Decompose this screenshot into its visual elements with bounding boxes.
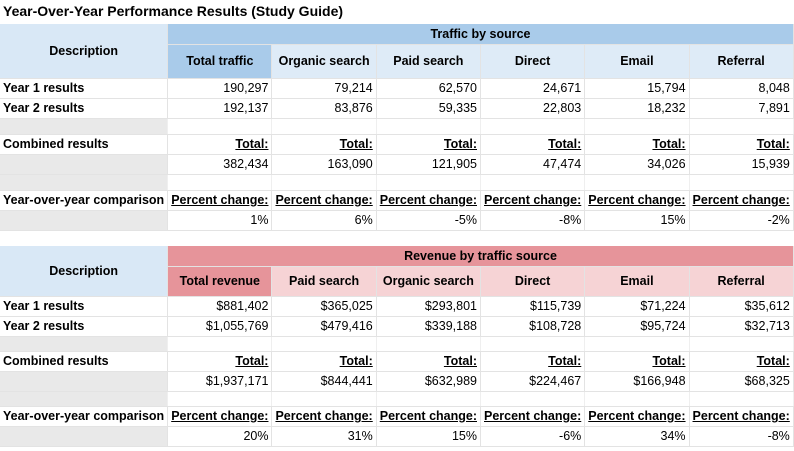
data-cell[interactable]: 47,474 bbox=[481, 154, 585, 174]
revenue-col-header[interactable]: Organic search bbox=[376, 266, 480, 296]
data-cell[interactable]: 15,939 bbox=[689, 154, 793, 174]
row-label[interactable]: Year 2 results bbox=[0, 98, 168, 118]
empty-cell[interactable] bbox=[481, 391, 585, 406]
empty-cell[interactable] bbox=[0, 426, 168, 446]
data-cell[interactable]: 7,891 bbox=[689, 98, 793, 118]
data-cell[interactable]: 6% bbox=[272, 210, 376, 230]
data-cell[interactable]: 15,794 bbox=[585, 78, 689, 98]
traffic-year1-row bbox=[0, 78, 793, 98]
traffic-year2-row bbox=[0, 98, 793, 118]
percent-change-label[interactable]: Percent change: bbox=[481, 406, 585, 426]
traffic-combined-values-row bbox=[0, 154, 793, 174]
data-cell[interactable]: 121,905 bbox=[376, 154, 480, 174]
revenue-combined-values-row bbox=[0, 371, 793, 391]
data-cell[interactable]: $339,188 bbox=[376, 316, 480, 336]
empty-cell[interactable] bbox=[689, 174, 793, 190]
total-label[interactable]: Total: bbox=[585, 351, 689, 371]
revenue-col-header[interactable]: Direct bbox=[481, 266, 585, 296]
total-label[interactable]: Total: bbox=[376, 134, 480, 154]
percent-change-label[interactable]: Percent change: bbox=[689, 190, 793, 210]
data-cell[interactable]: $95,724 bbox=[585, 316, 689, 336]
revenue-table bbox=[0, 246, 794, 447]
empty-cell[interactable] bbox=[481, 118, 585, 134]
total-label[interactable]: Total: bbox=[689, 351, 793, 371]
data-cell[interactable]: $32,713 bbox=[689, 316, 793, 336]
empty-cell[interactable] bbox=[272, 391, 376, 406]
data-cell[interactable]: 62,570 bbox=[376, 78, 480, 98]
total-label[interactable]: Total: bbox=[585, 134, 689, 154]
spacer-row bbox=[0, 174, 793, 190]
empty-cell[interactable] bbox=[0, 371, 168, 391]
traffic-band-row bbox=[0, 24, 793, 44]
revenue-col-header[interactable]: Email bbox=[585, 266, 689, 296]
empty-cell[interactable] bbox=[168, 391, 272, 406]
empty-cell[interactable] bbox=[168, 118, 272, 134]
total-label[interactable]: Total: bbox=[168, 134, 272, 154]
empty-cell[interactable] bbox=[0, 174, 168, 190]
revenue-year2-row bbox=[0, 316, 793, 336]
traffic-col-header[interactable]: Organic search bbox=[272, 44, 376, 78]
row-label[interactable]: Combined results bbox=[0, 351, 168, 371]
spacer-row bbox=[0, 118, 793, 134]
percent-change-label[interactable]: Percent change: bbox=[272, 406, 376, 426]
row-label[interactable]: Year-over-year comparison bbox=[0, 190, 168, 210]
empty-cell[interactable] bbox=[272, 118, 376, 134]
data-cell[interactable]: $68,325 bbox=[689, 371, 793, 391]
data-cell[interactable]: 83,876 bbox=[272, 98, 376, 118]
data-cell[interactable]: $479,416 bbox=[272, 316, 376, 336]
total-label[interactable]: Total: bbox=[689, 134, 793, 154]
revenue-year1-row bbox=[0, 296, 793, 316]
data-cell[interactable]: $1,055,769 bbox=[168, 316, 272, 336]
data-cell[interactable]: 79,214 bbox=[272, 78, 376, 98]
revenue-band-header[interactable]: Revenue by traffic source bbox=[168, 246, 794, 266]
data-cell[interactable]: $166,948 bbox=[585, 371, 689, 391]
data-cell[interactable]: 31% bbox=[272, 426, 376, 446]
empty-cell[interactable] bbox=[168, 336, 272, 351]
revenue-col-header[interactable]: Total revenue bbox=[168, 266, 272, 296]
traffic-col-header[interactable]: Email bbox=[585, 44, 689, 78]
data-cell[interactable]: 15% bbox=[376, 426, 480, 446]
percent-change-label[interactable]: Percent change: bbox=[689, 406, 793, 426]
empty-cell[interactable] bbox=[376, 118, 480, 134]
percent-change-label[interactable]: Percent change: bbox=[585, 406, 689, 426]
data-cell[interactable]: $115,739 bbox=[481, 296, 585, 316]
revenue-yoy-row bbox=[0, 406, 793, 426]
data-cell[interactable]: $844,441 bbox=[272, 371, 376, 391]
data-cell[interactable]: 20% bbox=[168, 426, 272, 446]
row-label[interactable]: Combined results bbox=[0, 134, 168, 154]
empty-cell[interactable] bbox=[689, 391, 793, 406]
empty-cell[interactable] bbox=[689, 336, 793, 351]
row-label[interactable]: Year-over-year comparison bbox=[0, 406, 168, 426]
empty-cell[interactable] bbox=[585, 174, 689, 190]
empty-cell[interactable] bbox=[168, 174, 272, 190]
traffic-yoy-row bbox=[0, 190, 793, 210]
traffic-col-header[interactable]: Referral bbox=[689, 44, 793, 78]
data-cell[interactable]: $1,937,171 bbox=[168, 371, 272, 391]
percent-change-label[interactable]: Percent change: bbox=[585, 190, 689, 210]
empty-cell[interactable] bbox=[481, 336, 585, 351]
data-cell[interactable]: 24,671 bbox=[481, 78, 585, 98]
data-cell[interactable]: -6% bbox=[481, 426, 585, 446]
empty-cell[interactable] bbox=[0, 391, 168, 406]
empty-cell[interactable] bbox=[0, 210, 168, 230]
total-label[interactable]: Total: bbox=[481, 134, 585, 154]
data-cell[interactable]: $365,025 bbox=[272, 296, 376, 316]
data-cell[interactable]: $35,612 bbox=[689, 296, 793, 316]
empty-cell[interactable] bbox=[585, 391, 689, 406]
percent-change-label[interactable]: Percent change: bbox=[376, 406, 480, 426]
empty-cell[interactable] bbox=[0, 154, 168, 174]
data-cell[interactable]: $632,989 bbox=[376, 371, 480, 391]
percent-change-label[interactable]: Percent change: bbox=[481, 190, 585, 210]
traffic-combined-row bbox=[0, 134, 793, 154]
data-cell[interactable]: 59,335 bbox=[376, 98, 480, 118]
traffic-table bbox=[0, 24, 794, 231]
spacer-row bbox=[0, 391, 793, 406]
empty-cell[interactable] bbox=[585, 336, 689, 351]
data-cell[interactable]: -8% bbox=[481, 210, 585, 230]
total-label[interactable]: Total: bbox=[376, 351, 480, 371]
empty-cell[interactable] bbox=[0, 118, 168, 134]
percent-change-label[interactable]: Percent change: bbox=[168, 406, 272, 426]
data-cell[interactable]: 163,090 bbox=[272, 154, 376, 174]
traffic-col-header[interactable]: Total traffic bbox=[168, 44, 272, 78]
data-cell[interactable]: $881,402 bbox=[168, 296, 272, 316]
percent-change-label[interactable]: Percent change: bbox=[376, 190, 480, 210]
data-cell[interactable]: 382,434 bbox=[168, 154, 272, 174]
data-cell[interactable]: 34,026 bbox=[585, 154, 689, 174]
revenue-col-header[interactable]: Paid search bbox=[272, 266, 376, 296]
empty-cell[interactable] bbox=[0, 336, 168, 351]
sheet-title: Year-Over-Year Performance Results (Study Guide) bbox=[3, 3, 344, 19]
revenue-col-header[interactable]: Referral bbox=[689, 266, 793, 296]
empty-cell[interactable] bbox=[376, 391, 480, 406]
data-cell[interactable]: 18,232 bbox=[585, 98, 689, 118]
data-cell[interactable]: 34% bbox=[585, 426, 689, 446]
spacer-row bbox=[0, 336, 793, 351]
traffic-col-header[interactable]: Paid search bbox=[376, 44, 480, 78]
total-label[interactable]: Total: bbox=[272, 134, 376, 154]
total-label[interactable]: Total: bbox=[272, 351, 376, 371]
revenue-band-row bbox=[0, 246, 793, 266]
percent-change-label[interactable]: Percent change: bbox=[272, 190, 376, 210]
revenue-description-header[interactable]: Description bbox=[0, 246, 168, 296]
data-cell[interactable]: $293,801 bbox=[376, 296, 480, 316]
percent-change-label[interactable]: Percent change: bbox=[168, 190, 272, 210]
row-label[interactable]: Year 1 results bbox=[0, 78, 168, 98]
traffic-col-header[interactable]: Direct bbox=[481, 44, 585, 78]
traffic-percent-row bbox=[0, 210, 793, 230]
data-cell[interactable]: 8,048 bbox=[689, 78, 793, 98]
row-label[interactable]: Year 2 results bbox=[0, 316, 168, 336]
data-cell[interactable]: 15% bbox=[585, 210, 689, 230]
empty-cell[interactable] bbox=[585, 118, 689, 134]
traffic-description-header[interactable]: Description bbox=[0, 24, 168, 78]
data-cell[interactable]: $224,467 bbox=[481, 371, 585, 391]
empty-cell[interactable] bbox=[272, 174, 376, 190]
total-label[interactable]: Total: bbox=[481, 351, 585, 371]
data-cell[interactable]: -5% bbox=[376, 210, 480, 230]
row-label[interactable]: Year 1 results bbox=[0, 296, 168, 316]
revenue-percent-row bbox=[0, 426, 793, 446]
empty-cell[interactable] bbox=[272, 336, 376, 351]
data-cell[interactable]: 1% bbox=[168, 210, 272, 230]
empty-cell[interactable] bbox=[481, 174, 585, 190]
data-cell[interactable]: 192,137 bbox=[168, 98, 272, 118]
empty-cell[interactable] bbox=[689, 118, 793, 134]
data-cell[interactable]: -2% bbox=[689, 210, 793, 230]
data-cell[interactable]: 22,803 bbox=[481, 98, 585, 118]
traffic-band-header[interactable]: Traffic by source bbox=[168, 24, 794, 44]
data-cell[interactable]: -8% bbox=[689, 426, 793, 446]
empty-cell[interactable] bbox=[376, 336, 480, 351]
data-cell[interactable]: $71,224 bbox=[585, 296, 689, 316]
data-cell[interactable]: $108,728 bbox=[481, 316, 585, 336]
revenue-combined-row bbox=[0, 351, 793, 371]
total-label[interactable]: Total: bbox=[168, 351, 272, 371]
data-cell[interactable]: 190,297 bbox=[168, 78, 272, 98]
empty-cell[interactable] bbox=[376, 174, 480, 190]
